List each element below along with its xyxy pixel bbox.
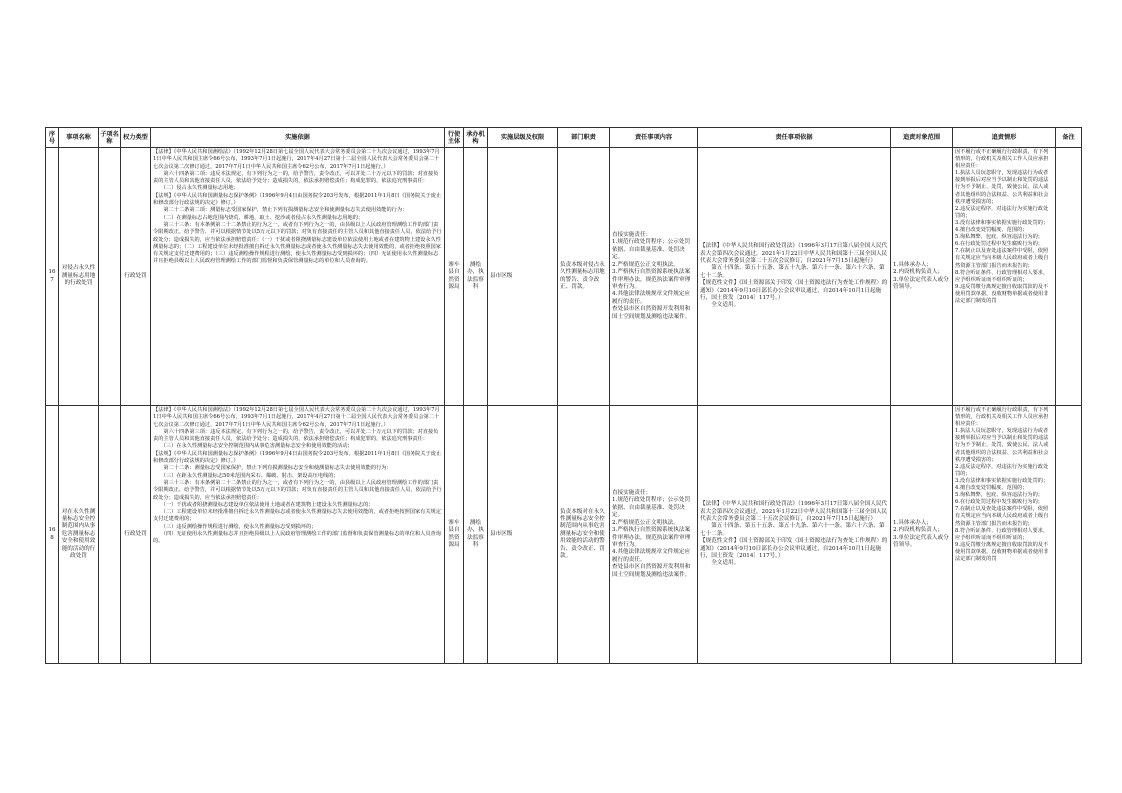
cell-dept-duty: 负责本级对侵占永久性测量标志用地的警告、责令改正、罚款。 [558,148,610,406]
cell-resp-content [610,406,698,664]
cell-basis: 【法律】《中华人民共和国测绘法》（1992年12月28日第七届全国人民代表大会常务委员会第二十九次会议通过，1993年7月1日中华人民共和国主席令66号公布，1993年7月1日起施行，2017年4月27日第十二届全国人民代表大会常务委员会第二十七次会议第二次修订通过，2017年7月1日中华人民共和国主席令62号公布，2017年7月1日起施行。） 第六十四条第二项：违反本法规定，有下列行为之一的，给予警告，责令改正，可以并处二十万元以下的罚款；对直接负责的主管人员和其他直接责任人员，依法给予处分；造成损失的，依法承担赔偿责任；构成犯罪的，依法追究刑事责任： （二）侵占永久性测量标志用地； 【法规】《中华人民共和国测量标志保护条例》（1996年9月4日由国务院令203号发布，根据2011年1月8日《国务院关于废止和修改部分行政法规的决定》修订。） 第二十二条第二项：测量标志受国家保护，禁止下列有损测量标志安全和使测量标志失去使用效能的行为： （二）在测量标志占地范围内烧荒、耕地、取土、挖沙或者侵占永久性测量标志用地的； 第三十三条：有本条例第二十二条禁止的行为之一，或者有下列行为之一的，由县级以上人民政府管理测绘工作的部门责令限期改正，给予警告，并可以根据情节处以5万元以下的罚款；对负有直接责任的主管人员和其他直接责任人员，依法给予行政处分；造成损失的，应当依法承担赔偿责任：（一）干扰或者阻挠测量标志建设单位依法使用土地或者在建筑物上建设永久性测量标志的；（二）工程建设单位未经批准擅自拆迁永久性测量标志或者使永久性测量标志失去使用效能的，或者拒绝按照国家有关规定支付迁建费用的；（三）违反测绘操作规程进行测绘，使永久性测量标志受到损坏的；（四）无证使用永久性测量标志并且拒绝县级以上人民政府管理测绘工作的部门监督和负责保管测量标志的单位和人员查询的。 [151,148,445,406]
header-resp-content: 责任事项内容 [610,128,698,148]
level-text: 县市区级 [490,272,513,279]
cell-circumstance: 因不履行或不正确履行行政职责，有下列情形的，行政机关及相关工作人员应承担相应责任： 1.执法人员玩忽职守，发现违法行为或者接到举报后对应当予以制止和处罚的违法行为不予制止、处罚，致使公民、法人或者其他组织的合法权益、公共利益和社会秩序遭受损害的； 2.违反法定程序，对违法行为实施行政处罚的； 3.没有法律和事实依据实施行政处罚的； 4.擅自改变处罚幅度、范围的； 5.徇私舞弊，包庇、纵容违法行为的； 6.在行政处罚过程中发生腐败行为的； 7.在制止以及查处违法案件中受阻，依照有关规定应当向本级人民政府或者上级自然资源主管部门报告而未报告的； 8.符合听证条件、行政管理相对人要求，应予组织听证而不组织听证的； 9.违反罚缴分离规定擅自收取罚款的及不使用罚款单据，没收财物单据或者使用非法定部门制发的罚 [953,406,1056,664]
cell-undertaker: 测绘办，执法监察科 [464,406,488,664]
resp-content-detail: 直接实施责任： 1.规范行政处罚程序；公示处罚依据、自由裁量基准、处罚决定。 2.严格规范公正文明执法。 3.严格执行自然资源系统执法案件审理办法，规范执法案件审理审查行为。 4.其他法律法规规章文件规定应履行的责任。 [612,490,691,563]
cell-remark [1056,406,1082,664]
cell-subject: 寨车县自然资源局 [445,406,464,664]
cell-dept-duty: 负责本级对在永久性测量标志安全控制范围内从事危害测量标志安全和使用效能的活动的警告、责令改正、罚款。 [558,406,610,664]
cell-resp-basis: 【法律】《中华人民共和国行政处罚法》（1996年3月17日第八届全国人民代表大会第四次会议通过，2021年1月22日中华人民共和国第十三届全国人民代表大会常务委员会第二十五次会议修订，自2021年7月15日起施行） 第五十四条、第五十五条、第五十九条、第六十一条、第六十六条、第七十二条。 【规范性文件】《国土资源部关于印发〈国土资源违法行为查处工作规程〉的通知》（2014年9月10日部长办公会议审议通过，自2014年10月1日起施行，国土资发〔2014〕117号。） 全文适用。 [698,406,891,664]
header-sub-item: 子项名称 [99,128,121,148]
header-dept-duty: 部门职责 [558,128,610,148]
header-row [46,128,1082,148]
cell-basis: 【法律】《中华人民共和国测绘法》（1992年12月28日第七届全国人民代表大会常务委员会第二十九次会议通过，1993年7月1日中华人民共和国主席令66号公布，1993年7月1日起施行，2017年4月27日第十二届全国人民代表大会常务委员会第二十七次会议第二次修订通过，2017年7月1日中华人民共和国主席令62号公布，2017年7月1日起施行。） 第六十四条第三项：违反本法规定，有下列行为之一的，给予警告，责令改正，可以并处二十万元以下的罚款；对直接负责的主管人员和其他直接责任人员，依法给予处分；造成损失的，依法承担赔偿责任；构成犯罪的，依法追究刑事责任： （三）在永久性测量标志安全控制范围内从事危害测量标志安全和使用效能的活动； 【法规】《中华人民共和国测量标志保护条例》（1996年9月4日由国务院令203号发布，根据2011年1月8日《国务院关于废止和修改部分行政法规的决定》修订。） 第二十二条：测量标志受国家保护，禁止下列有损测量标志安全和使测量标志失去使用效能的行为： （三）在距永久性测量标志50米范围内采石、爆破、射击、架设高压电线的； 第三十三条：有本条例第二十二条禁止的行为之一，或者有下列行为之一的，由县级以上人民政府管理测绘工作的部门责令限期改正，给予警告，并可以根据情节处以5万元以下的罚款；对负有直接责任的主管人员和其他直接责任人员，依法给予行政处分；造成损失的，应当依法承担赔偿责任： （一）干扰或者阻挠测量标志建设单位依法使用土地或者在建筑物上建设永久性测量标志的； （二）工程建设单位未经批准擅自拆迁永久性测量标志或者使永久性测量标志失去使用效能的，或者拒绝按照国家有关规定支付迁建费用的； （三）违反测绘操作规程进行测绘，使永久性测量标志受到损坏的； （四）无证使用永久性测量标志并且拒绝县级以上人民政府管理测绘工作的部门监督和负责保管测量标志的单位和人员查询的。 [151,406,445,664]
level-text: 县市区级 [490,530,513,537]
cell-power-type: 行政处罚 [121,406,151,664]
header-power-type: 权力类型 [121,128,151,148]
power-list-table [45,127,1082,664]
header-seq: 序号 [46,128,59,148]
table-row [46,406,1082,664]
cell-sub-item [99,406,121,664]
header-item-name: 事项名称 [59,128,99,148]
header-remark: 备注 [1056,128,1082,148]
header-level: 实施层级及权限 [488,128,558,148]
cell-seq: 167 [46,148,59,406]
header-resp-basis: 责任事项依据 [698,128,891,148]
header-undertaker: 承办机构 [464,128,488,148]
header-accountable: 追责对象范围 [891,128,953,148]
resp-content-detail: 直接实施责任： 1.规范行政处罚程序；公示处罚依据、自由裁量基准、处罚决定。 2.严格规范公正文明执法。 3.严格执行自然资源系统执法案件审理办法，规范执法案件审理审查行为。 4.其他法律法规规章文件规定应履行的责任。 [612,232,691,305]
header-subject: 行使主体 [445,128,464,148]
cell-subject: 寨车县自然资源局 [445,148,464,406]
resp-content-summary: 查处县市区自然资源开发利用和国土空间规划及测绘违法案件。 [612,564,691,578]
cell-accountable: 1.具体承办人； 2.内设机构负责人； 3.单位法定代表人或分管领导。 [891,406,953,664]
header-circumstance: 追责情形 [953,128,1056,148]
cell-resp-content [610,148,698,406]
cell-sub-item [99,148,121,406]
cell-undertaker: 测绘办，执法监察科 [464,148,488,406]
cell-level [488,406,558,664]
cell-remark [1056,148,1082,406]
cell-item-name: 对在永久性测量标志安全控制范围内从事危害测量标志安全和使用效能的活动的行政处罚 [59,406,99,664]
cell-power-type: 行政处罚 [121,148,151,406]
cell-resp-basis: 【法律】《中华人民共和国行政处罚法》（1996年3月17日第八届全国人民代表大会第四次会议通过，2021年1月22日中华人民共和国第十三届全国人民代表大会常务委员会第二十五次会议修订，自2021年7月15日起施行） 第五十四条、第五十五条、第五十九条、第六十一条、第六十六条、第七十二条。 【规范性文件】《国土资源部关于印发〈国土资源违法行为查处工作规程〉的通知》（2014年9月10日部长办公会议审议通过，自2014年10月1日起施行，国土资发〔2014〕117号。） 全文适用。 [698,148,891,406]
resp-content-summary: 查处县市区自然资源开发利用和国土空间规划及测绘违法案件。 [612,306,691,320]
cell-accountable: 1.具体承办人； 2.内设机构负责人； 3.单位法定代表人或分管领导。 [891,148,953,406]
cell-circumstance: 因不履行或不正确履行行政职责，有下列情形的，行政机关及相关工作人员应承担相应责任： 1.执法人员玩忽职守，发现违法行为或者接到举报后对应当予以制止和处罚的违法行为不予制止、处罚，致使公民、法人或者其他组织的合法权益、公共利益和社会秩序遭受损害的； 2.违反法定程序，对违法行为实施行政处罚的； 3.没有法律和事实依据实施行政处罚的； 4.擅自改变处罚幅度、范围的； 5.徇私舞弊，包庇、纵容违法行为的； 6.在行政处罚过程中发生腐败行为的； 7.在制止以及查处违法案件中受阻，依照有关规定应当向本级人民政府或者上级自然资源主管部门报告而未报告的； 8.符合听证条件、行政管理相对人要求，应予组织听证而不组织听证的； 9.违反罚缴分离规定擅自收取罚款的及不使用罚款单据，没收财物单据或者使用非法定部门制发的罚 [953,148,1056,406]
cell-level [488,148,558,406]
cell-item-name: 对侵占永久性测量标志用地的行政处罚 [59,148,99,406]
cell-seq: 168 [46,406,59,664]
table-row [46,148,1082,406]
header-basis: 实施依据 [151,128,445,148]
